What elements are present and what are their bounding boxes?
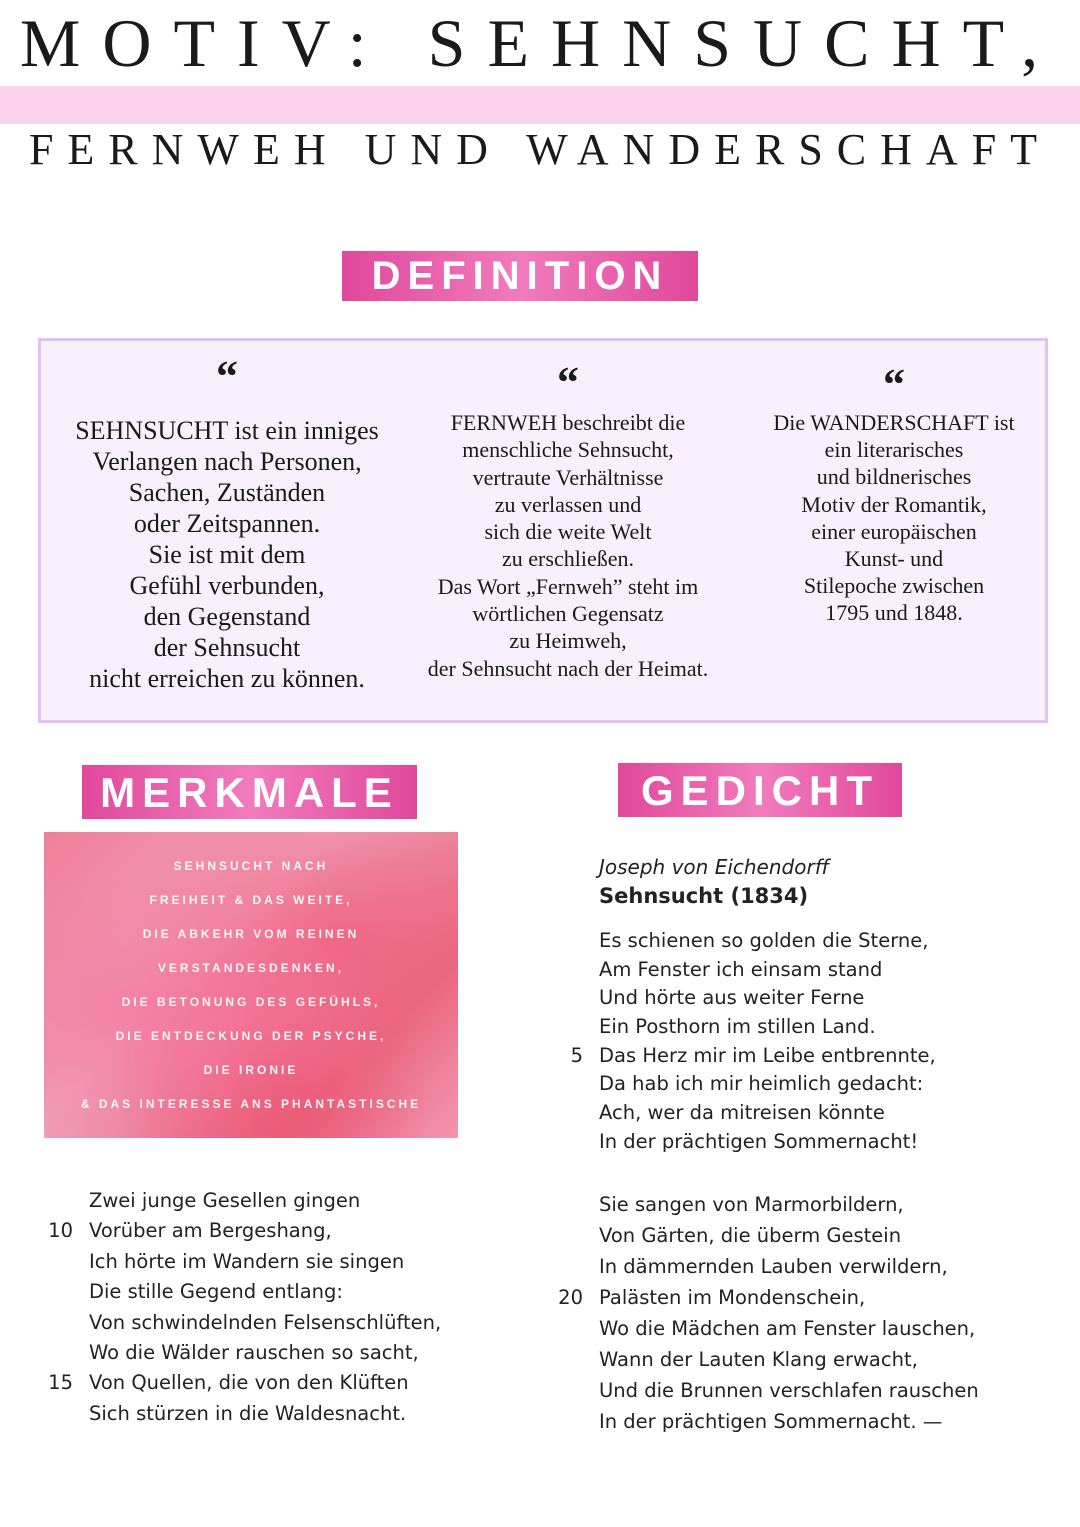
poem-line: Sie sangen von Marmorbildern, bbox=[599, 1193, 904, 1216]
line-number: 5 bbox=[570, 1043, 583, 1067]
definition-heading: DEFINITION bbox=[342, 251, 698, 301]
poem-line: 10 Vorüber am Bergeshang, bbox=[89, 1216, 441, 1246]
page-subtitle: FERNWEH UND WANDERSCHAFT bbox=[28, 125, 1052, 174]
page-title: MOTIV: SEHNSUCHT, bbox=[19, 5, 1061, 81]
line-number: 15 bbox=[48, 1371, 73, 1395]
poem-stanza-1 bbox=[570, 927, 936, 1157]
poem-line: Zwei junge Gesellen gingen bbox=[89, 1189, 361, 1212]
poem-line: Ich hörte im Wandern sie singen bbox=[89, 1249, 405, 1273]
poem-line: Da hab ich mir heimlich gedacht: bbox=[599, 1072, 924, 1096]
poem-line: Von Gärten, die überm Gestein bbox=[599, 1224, 902, 1247]
list-item: DIE BETONUNG DES GEFÜHLS, bbox=[121, 995, 381, 1009]
title-highlight-band bbox=[0, 86, 1080, 124]
poem-line: Von schwindelnden Felsenschlüften, bbox=[89, 1310, 442, 1334]
poem-line: In der prächtigen Sommernacht! bbox=[599, 1129, 919, 1153]
quote-mark-icon: “ bbox=[557, 358, 579, 407]
definition-sehnsucht bbox=[41, 341, 413, 694]
definition-text: Die WANDERSCHAFT ist ein literarisches und bildnerisches Motiv der Romantik, einer europäischen Kunst- und Stilepoche zwischen 1795 und 1848. bbox=[773, 410, 1015, 626]
poem-title: Sehnsucht (1834) bbox=[599, 884, 809, 908]
poem-author: Joseph von Eichendorff bbox=[599, 855, 830, 879]
poem-line: 20 Palästen im Mondenschein, bbox=[599, 1282, 979, 1313]
poem-line: Wo die Wälder rauschen so sacht, bbox=[89, 1340, 419, 1364]
poem-line: Es schienen so golden die Sterne, bbox=[599, 929, 929, 952]
list-item: FREIHEIT & DAS WEITE, bbox=[149, 893, 353, 907]
list-item: DIE IRONIE bbox=[203, 1063, 299, 1077]
poem-stanza-2 bbox=[48, 1186, 442, 1429]
list-item: DIE ABKEHR VOM REINEN bbox=[142, 927, 360, 941]
line-number: 20 bbox=[558, 1286, 583, 1309]
gedicht-heading: GEDICHT bbox=[618, 763, 902, 817]
quote-mark-icon: “ bbox=[216, 352, 238, 401]
poem-line: Wo die Mädchen am Fenster lauschen, bbox=[599, 1317, 976, 1340]
merkmale-heading: MERKMALE bbox=[82, 765, 417, 819]
merkmale-image bbox=[44, 832, 458, 1138]
list-item: & DAS INTERESSE ANS PHANTASTISCHE bbox=[80, 1097, 422, 1111]
poem-line: Ach, wer da mitreisen könnte bbox=[599, 1101, 885, 1125]
poem-line: Am Fenster ich einsam stand bbox=[599, 957, 883, 981]
definition-box bbox=[38, 338, 1048, 723]
poem-line: In dämmernden Lauben verwildern, bbox=[599, 1255, 948, 1278]
definition-wanderschaft bbox=[749, 341, 1039, 627]
definition-fernweh bbox=[403, 341, 733, 682]
poem-line: Die stille Gegend entlang: bbox=[89, 1280, 343, 1304]
poem-line: Ein Posthorn im stillen Land. bbox=[599, 1015, 876, 1039]
definition-text: FERNWEH beschreibt die menschliche Sehnsucht, vertraute Verhältnisse zu verlassen und sich die weite Welt zu erschließen. Das Wort „Fernweh” steht im wörtlichen Gegensatz zu Heimweh, der Sehnsucht nach der Heimat. bbox=[427, 410, 709, 681]
poem-line: 15 Von Quellen, die von den Klüften bbox=[89, 1368, 441, 1398]
poem-line: 5 Das Herz mir im Leibe entbrennte, bbox=[599, 1042, 936, 1071]
list-item: VERSTANDESDENKEN, bbox=[157, 961, 345, 975]
poem-line: Und die Brunnen verschlafen rauschen bbox=[599, 1379, 979, 1402]
list-item: SEHNSUCHT NACH bbox=[173, 859, 329, 873]
quote-mark-icon: “ bbox=[883, 360, 905, 409]
poem-stanza-3 bbox=[558, 1189, 979, 1437]
definition-text: SEHNSUCHT ist ein inniges Verlangen nach Personen, Sachen, Zuständen oder Zeitspannen. Sie ist mit dem Gefühl verbunden, den Gegenstand der Sehnsucht nicht erreichen zu können. bbox=[75, 416, 379, 693]
poem-line: Sich stürzen in die Waldesnacht. bbox=[89, 1401, 407, 1425]
merkmale-list bbox=[44, 857, 458, 1129]
list-item: DIE ENTDECKUNG DER PSYCHE, bbox=[115, 1029, 387, 1043]
line-number: 10 bbox=[48, 1219, 73, 1243]
poem-line: Und hörte aus weiter Ferne bbox=[599, 986, 865, 1010]
poem-line: Wann der Lauten Klang erwacht, bbox=[599, 1348, 918, 1371]
poem-line: In der prächtigen Sommernacht. — bbox=[599, 1410, 943, 1433]
